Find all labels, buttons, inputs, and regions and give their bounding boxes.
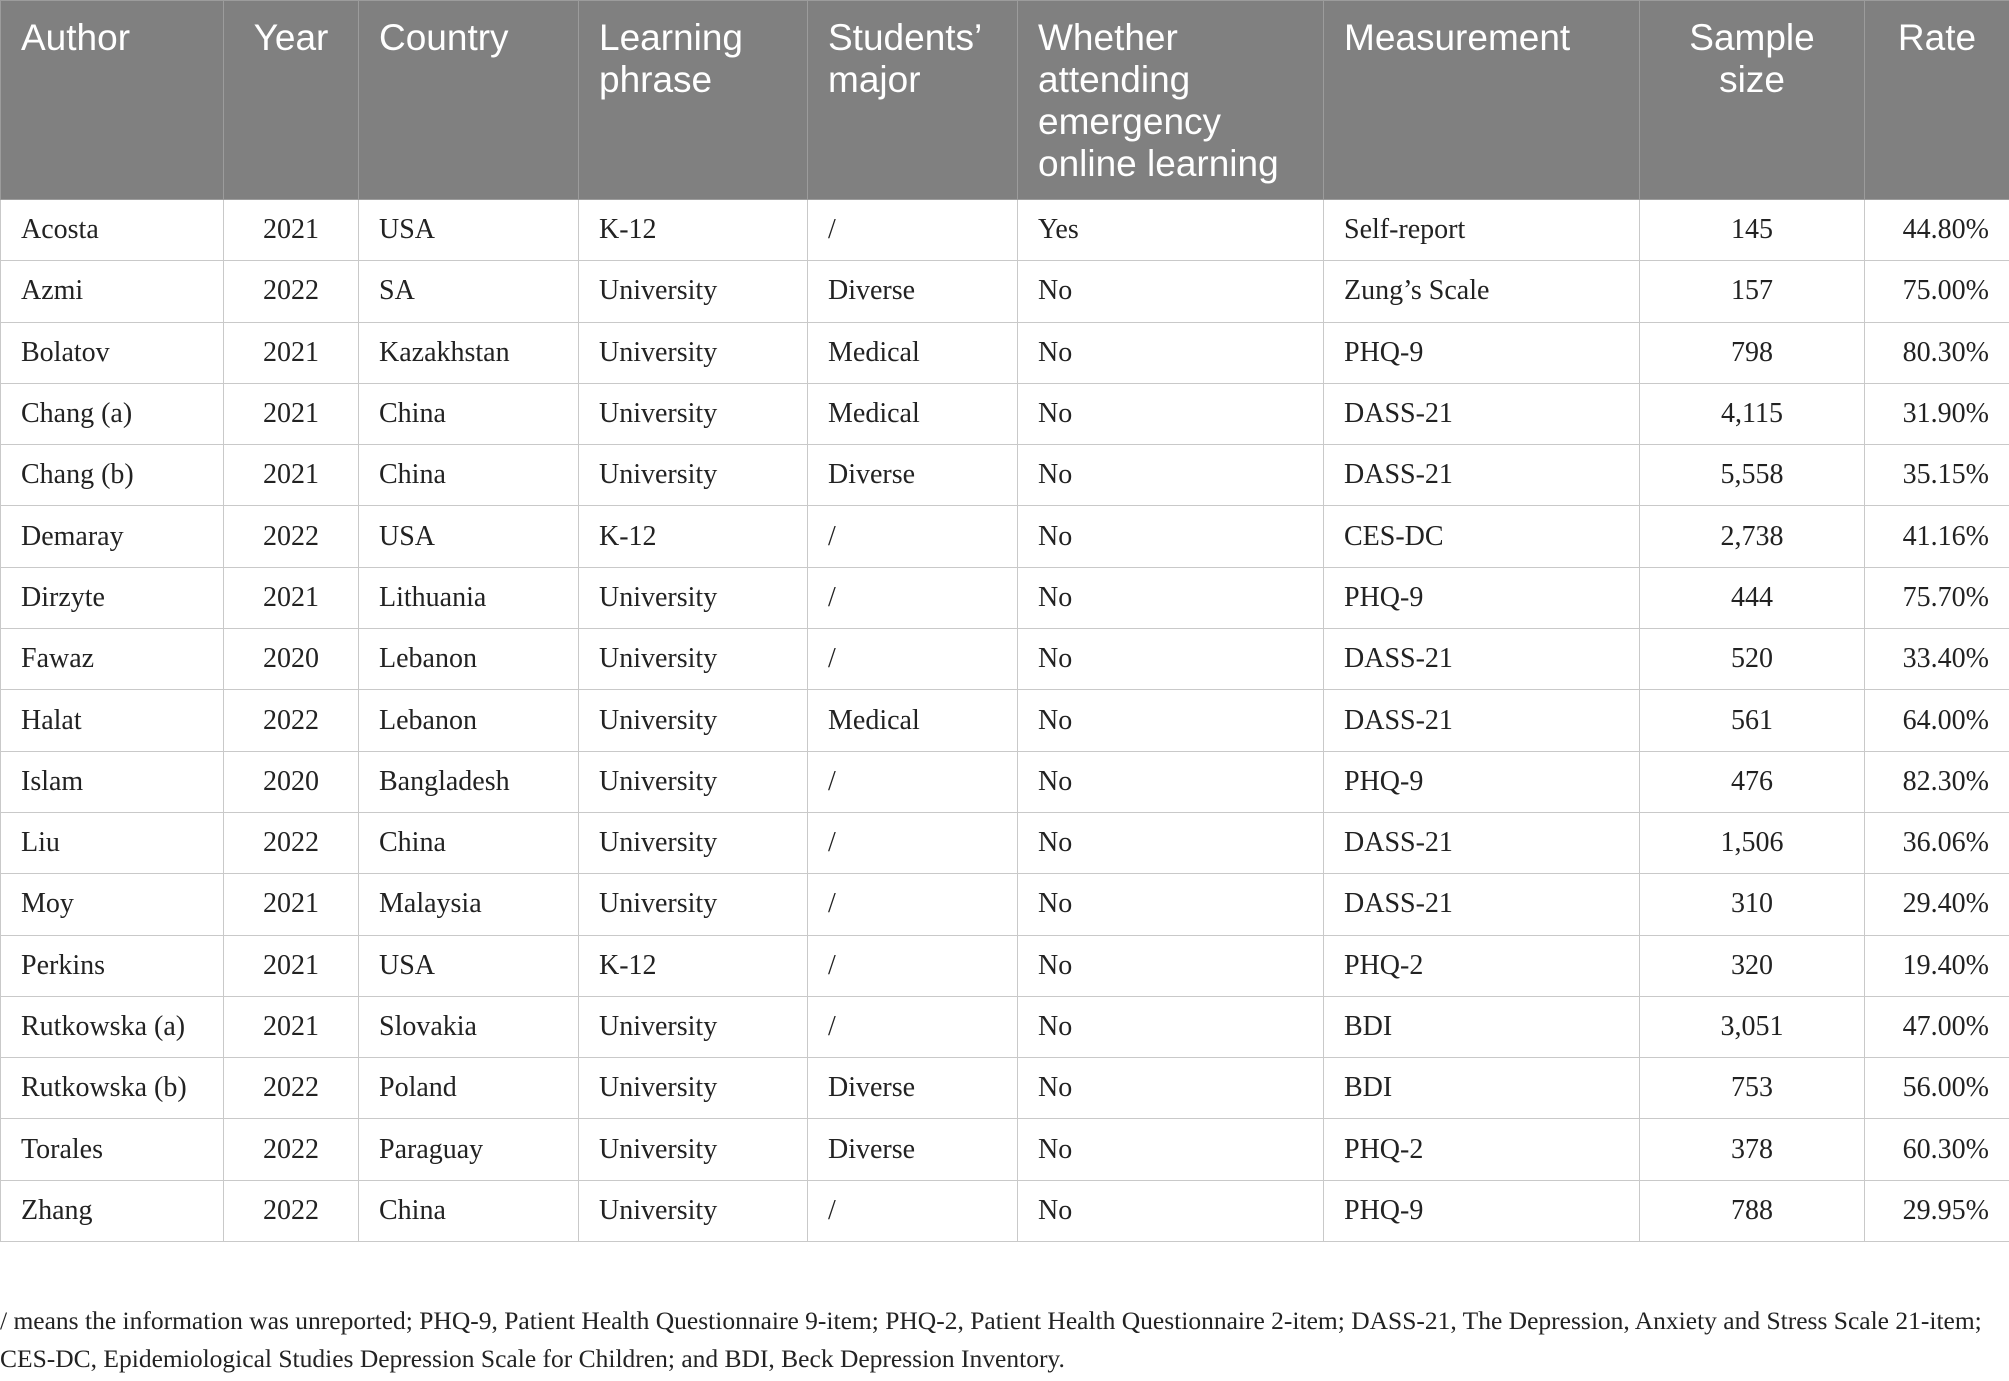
cell-country: Lithuania <box>359 567 579 628</box>
cell-country: Lebanon <box>359 690 579 751</box>
cell-students-major: Medical <box>808 383 1018 444</box>
cell-year: 2022 <box>224 1119 359 1180</box>
cell-sample-size: 520 <box>1640 629 1865 690</box>
cell-measurement: BDI <box>1324 996 1640 1057</box>
header-rate: Rate <box>1865 1 2009 200</box>
header-learning-phrase: Learning phrase <box>579 1 808 200</box>
cell-author: Halat <box>1 690 224 751</box>
table-row <box>1 506 2009 567</box>
cell-attending-online: No <box>1018 629 1324 690</box>
table-row <box>1 1119 2009 1180</box>
cell-author: Chang (b) <box>1 445 224 506</box>
cell-author: Perkins <box>1 935 224 996</box>
table-row <box>1 1058 2009 1119</box>
cell-students-major: / <box>808 812 1018 873</box>
cell-learning-phrase: K-12 <box>579 200 808 261</box>
cell-students-major: Medical <box>808 322 1018 383</box>
cell-measurement: PHQ-9 <box>1324 1180 1640 1241</box>
cell-measurement: PHQ-9 <box>1324 322 1640 383</box>
cell-sample-size: 310 <box>1640 874 1865 935</box>
cell-sample-size: 157 <box>1640 261 1865 322</box>
cell-attending-online: No <box>1018 874 1324 935</box>
cell-rate: 80.30% <box>1865 322 2009 383</box>
table-row <box>1 751 2009 812</box>
table-row <box>1 200 2009 261</box>
cell-learning-phrase: University <box>579 751 808 812</box>
table-row <box>1 383 2009 444</box>
cell-year: 2022 <box>224 812 359 873</box>
cell-year: 2021 <box>224 996 359 1057</box>
cell-year: 2021 <box>224 383 359 444</box>
cell-measurement: DASS-21 <box>1324 874 1640 935</box>
cell-author: Demaray <box>1 506 224 567</box>
header-measurement: Measurement <box>1324 1 1640 200</box>
cell-country: China <box>359 383 579 444</box>
cell-attending-online: No <box>1018 1119 1324 1180</box>
cell-learning-phrase: University <box>579 874 808 935</box>
table-row <box>1 812 2009 873</box>
cell-learning-phrase: University <box>579 1058 808 1119</box>
cell-learning-phrase: University <box>579 996 808 1057</box>
cell-year: 2021 <box>224 322 359 383</box>
cell-students-major: / <box>808 874 1018 935</box>
cell-students-major: / <box>808 567 1018 628</box>
cell-year: 2022 <box>224 506 359 567</box>
cell-country: China <box>359 1180 579 1241</box>
cell-author: Azmi <box>1 261 224 322</box>
cell-measurement: DASS-21 <box>1324 383 1640 444</box>
header-author: Author <box>1 1 224 200</box>
cell-sample-size: 320 <box>1640 935 1865 996</box>
cell-rate: 31.90% <box>1865 383 2009 444</box>
cell-measurement: Zung’s Scale <box>1324 261 1640 322</box>
cell-learning-phrase: University <box>579 261 808 322</box>
cell-sample-size: 561 <box>1640 690 1865 751</box>
cell-country: Lebanon <box>359 629 579 690</box>
cell-attending-online: No <box>1018 383 1324 444</box>
cell-attending-online: No <box>1018 996 1324 1057</box>
cell-sample-size: 753 <box>1640 1058 1865 1119</box>
header-attending-online: Whether attending emergency online learning <box>1018 1 1324 200</box>
header-row <box>1 1 2009 200</box>
cell-learning-phrase: University <box>579 690 808 751</box>
cell-students-major: / <box>808 996 1018 1057</box>
cell-author: Fawaz <box>1 629 224 690</box>
cell-learning-phrase: University <box>579 322 808 383</box>
cell-year: 2021 <box>224 200 359 261</box>
cell-country: USA <box>359 935 579 996</box>
cell-learning-phrase: University <box>579 1119 808 1180</box>
cell-country: SA <box>359 261 579 322</box>
cell-author: Chang (a) <box>1 383 224 444</box>
cell-country: USA <box>359 200 579 261</box>
cell-attending-online: No <box>1018 935 1324 996</box>
table-row <box>1 322 2009 383</box>
cell-year: 2022 <box>224 261 359 322</box>
cell-students-major: / <box>808 629 1018 690</box>
header-country: Country <box>359 1 579 200</box>
cell-author: Rutkowska (b) <box>1 1058 224 1119</box>
cell-rate: 56.00% <box>1865 1058 2009 1119</box>
cell-sample-size: 378 <box>1640 1119 1865 1180</box>
cell-attending-online: No <box>1018 812 1324 873</box>
cell-students-major: / <box>808 935 1018 996</box>
table-body <box>1 200 2009 1242</box>
cell-rate: 41.16% <box>1865 506 2009 567</box>
cell-measurement: PHQ-2 <box>1324 935 1640 996</box>
cell-author: Rutkowska (a) <box>1 996 224 1057</box>
header-sample-size: Sample size <box>1640 1 1865 200</box>
cell-rate: 60.30% <box>1865 1119 2009 1180</box>
cell-sample-size: 3,051 <box>1640 996 1865 1057</box>
cell-attending-online: No <box>1018 1058 1324 1119</box>
cell-students-major: Diverse <box>808 1119 1018 1180</box>
cell-year: 2022 <box>224 690 359 751</box>
cell-author: Liu <box>1 812 224 873</box>
cell-country: Poland <box>359 1058 579 1119</box>
cell-students-major: / <box>808 200 1018 261</box>
cell-learning-phrase: University <box>579 1180 808 1241</box>
cell-students-major: / <box>808 506 1018 567</box>
cell-sample-size: 4,115 <box>1640 383 1865 444</box>
cell-attending-online: No <box>1018 322 1324 383</box>
cell-rate: 82.30% <box>1865 751 2009 812</box>
cell-sample-size: 2,738 <box>1640 506 1865 567</box>
table-row <box>1 567 2009 628</box>
table-footnote: / means the information was unreported; PHQ-9, Patient Health Questionnaire 9-item; PHQ-2, Patient Health Questionnaire 2-item; DASS-21, The Depression, Anxiety and Stress Scale 21-item; CES-DC, Epidemiological Studies Depression Scale for Children; and BDI, Beck Depression Inventory. <box>0 1306 1982 1373</box>
cell-rate: 29.95% <box>1865 1180 2009 1241</box>
table-row <box>1 1180 2009 1241</box>
cell-year: 2021 <box>224 935 359 996</box>
cell-sample-size: 145 <box>1640 200 1865 261</box>
cell-measurement: DASS-21 <box>1324 629 1640 690</box>
cell-measurement: PHQ-9 <box>1324 751 1640 812</box>
cell-students-major: Medical <box>808 690 1018 751</box>
cell-author: Moy <box>1 874 224 935</box>
cell-learning-phrase: University <box>579 812 808 873</box>
cell-author: Zhang <box>1 1180 224 1241</box>
cell-country: Slovakia <box>359 996 579 1057</box>
cell-measurement: Self-report <box>1324 200 1640 261</box>
cell-author: Acosta <box>1 200 224 261</box>
cell-attending-online: No <box>1018 261 1324 322</box>
cell-sample-size: 444 <box>1640 567 1865 628</box>
cell-country: Paraguay <box>359 1119 579 1180</box>
cell-rate: 64.00% <box>1865 690 2009 751</box>
cell-sample-size: 5,558 <box>1640 445 1865 506</box>
cell-author: Torales <box>1 1119 224 1180</box>
cell-rate: 75.00% <box>1865 261 2009 322</box>
cell-author: Islam <box>1 751 224 812</box>
cell-sample-size: 476 <box>1640 751 1865 812</box>
cell-learning-phrase: University <box>579 383 808 444</box>
cell-author: Bolatov <box>1 322 224 383</box>
cell-sample-size: 788 <box>1640 1180 1865 1241</box>
cell-learning-phrase: K-12 <box>579 935 808 996</box>
cell-rate: 29.40% <box>1865 874 2009 935</box>
cell-rate: 35.15% <box>1865 445 2009 506</box>
cell-students-major: Diverse <box>808 261 1018 322</box>
cell-learning-phrase: University <box>579 445 808 506</box>
cell-country: USA <box>359 506 579 567</box>
cell-country: Kazakhstan <box>359 322 579 383</box>
cell-author: Dirzyte <box>1 567 224 628</box>
cell-country: China <box>359 812 579 873</box>
cell-students-major: Diverse <box>808 445 1018 506</box>
cell-learning-phrase: University <box>579 567 808 628</box>
cell-measurement: PHQ-9 <box>1324 567 1640 628</box>
cell-sample-size: 1,506 <box>1640 812 1865 873</box>
cell-measurement: DASS-21 <box>1324 812 1640 873</box>
cell-year: 2022 <box>224 1180 359 1241</box>
cell-rate: 19.40% <box>1865 935 2009 996</box>
cell-attending-online: No <box>1018 445 1324 506</box>
table-row <box>1 874 2009 935</box>
cell-country: Malaysia <box>359 874 579 935</box>
cell-students-major: Diverse <box>808 1058 1018 1119</box>
cell-year: 2021 <box>224 874 359 935</box>
cell-measurement: PHQ-2 <box>1324 1119 1640 1180</box>
table-header <box>1 1 2009 200</box>
cell-attending-online: No <box>1018 690 1324 751</box>
cell-measurement: CES-DC <box>1324 506 1640 567</box>
cell-sample-size: 798 <box>1640 322 1865 383</box>
cell-attending-online: No <box>1018 1180 1324 1241</box>
cell-rate: 36.06% <box>1865 812 2009 873</box>
header-year: Year <box>224 1 359 200</box>
cell-measurement: DASS-21 <box>1324 690 1640 751</box>
cell-rate: 33.40% <box>1865 629 2009 690</box>
cell-students-major: / <box>808 1180 1018 1241</box>
cell-year: 2020 <box>224 751 359 812</box>
cell-attending-online: No <box>1018 506 1324 567</box>
cell-rate: 75.70% <box>1865 567 2009 628</box>
cell-country: Bangladesh <box>359 751 579 812</box>
table-row <box>1 935 2009 996</box>
table-row <box>1 690 2009 751</box>
cell-year: 2021 <box>224 567 359 628</box>
cell-country: China <box>359 445 579 506</box>
cell-learning-phrase: University <box>579 629 808 690</box>
cell-learning-phrase: K-12 <box>579 506 808 567</box>
header-students-major: Students’ major <box>808 1 1018 200</box>
cell-attending-online: No <box>1018 567 1324 628</box>
cell-attending-online: No <box>1018 751 1324 812</box>
table-row <box>1 445 2009 506</box>
cell-rate: 47.00% <box>1865 996 2009 1057</box>
table-row <box>1 261 2009 322</box>
table-row <box>1 629 2009 690</box>
table-row <box>1 996 2009 1057</box>
cell-year: 2021 <box>224 445 359 506</box>
cell-measurement: DASS-21 <box>1324 445 1640 506</box>
cell-students-major: / <box>808 751 1018 812</box>
cell-rate: 44.80% <box>1865 200 2009 261</box>
cell-measurement: BDI <box>1324 1058 1640 1119</box>
cell-year: 2022 <box>224 1058 359 1119</box>
cell-attending-online: Yes <box>1018 200 1324 261</box>
cell-year: 2020 <box>224 629 359 690</box>
